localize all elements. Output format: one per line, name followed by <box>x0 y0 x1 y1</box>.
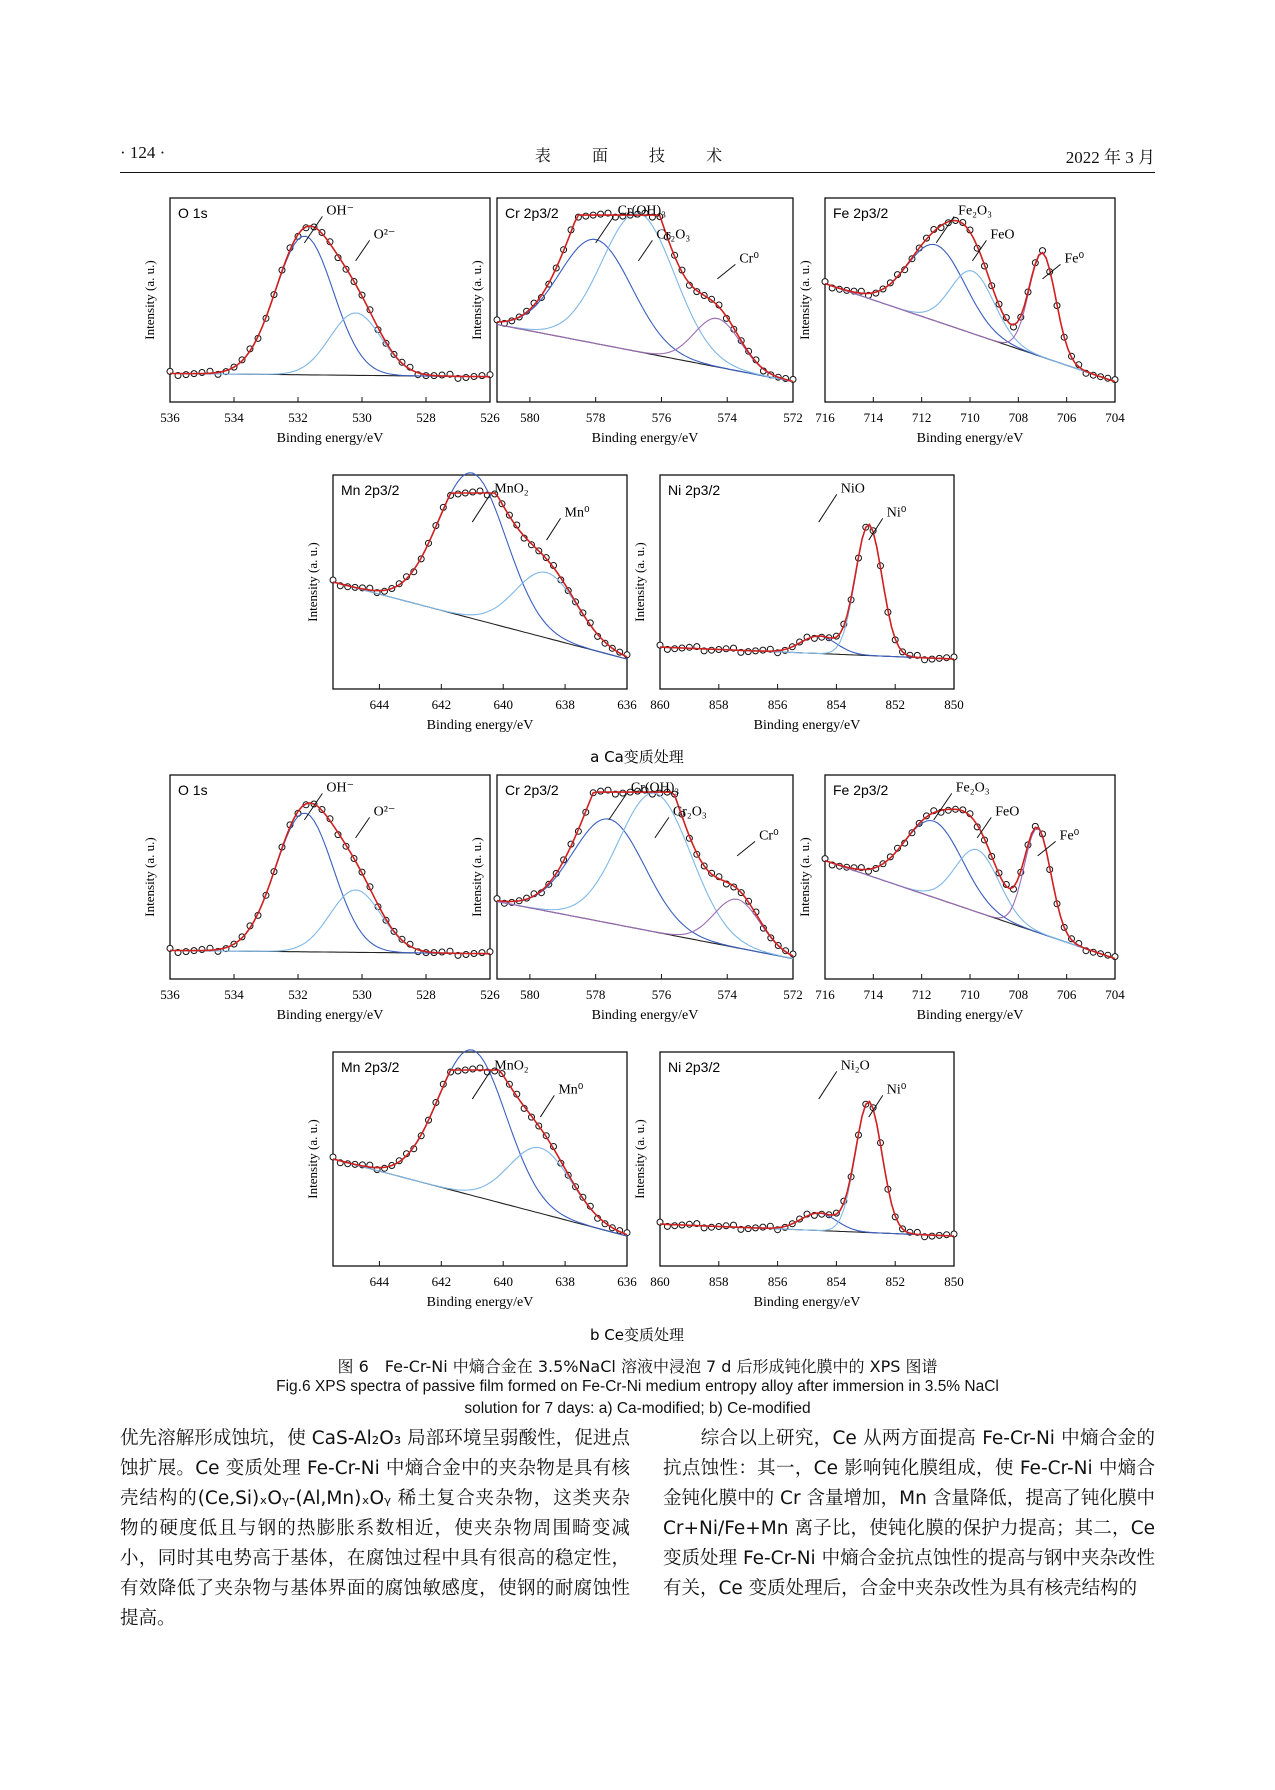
pb-o-xlabel: Binding energy/eV <box>276 1008 384 1023</box>
pb-mn-peak-1: Mn⁰ <box>558 1082 584 1098</box>
pa-o-ticklabel-5: 526 <box>480 410 500 425</box>
pa-o-title: O 1s <box>178 205 208 221</box>
pb-fe-ylabel: Intensity (a. u.) <box>797 837 812 917</box>
pb-mn-datapoint <box>624 1230 630 1236</box>
pa-fe-title: Fe 2p3/2 <box>833 205 889 221</box>
pa-cr-peak-2: Cr⁰ <box>739 251 759 267</box>
pa-cr-arrow-2 <box>717 264 735 278</box>
figure-caption-en-2: solution for 7 days: a) Ca-modified; b) Ce-modified <box>464 1400 811 1417</box>
pa-cr-peak-0: Cr(OH)₃ <box>617 203 667 219</box>
pb-o-title: O 1s <box>178 782 208 798</box>
pa-ni-datapoint <box>723 646 729 652</box>
pa-mn-arrow-1 <box>547 518 561 540</box>
pa-cr-title: Cr 2p3/2 <box>505 205 559 221</box>
pa-ni-arrow-0 <box>819 494 837 522</box>
pb-mn-datapoint <box>455 1068 461 1074</box>
pb-mn-arrow-0 <box>472 1071 490 1099</box>
pa-fe-ticklabel-3: 710 <box>960 410 980 425</box>
figure-caption-en-1: Fig.6 XPS spectra of passive film formed on Fe-Cr-Ni medium entropy alloy after immersion in 3.5% NaCl <box>276 1378 999 1395</box>
pb-o-ticklabel-4: 528 <box>416 987 436 1002</box>
pb-ni-datapoint <box>929 1233 935 1239</box>
pb-ni-ticklabel-0: 860 <box>650 1274 670 1289</box>
body-text-right: 综合以上研究，Ce 从两方面提高 Fe-Cr-Ni 中熵合金的抗点蚀性：其一，Ce 影响钝化膜组成，使 Fe-Cr-Ni 中熵合金钝化膜中的 Cr 含量增加，Mn 含量降低，提高了钝化膜中 Cr+Ni/Fe+Mn 离子比，使钝化膜的保护力提高；其二，Ce 变质处理 Fe-Cr-Ni 中熵合金抗点蚀性的提高与钢中夹杂改性有关，Ce 变质处理后，合金中夹杂改性为具有核壳结构的 <box>663 1428 1155 1599</box>
pb-fe-frame <box>825 775 1115 979</box>
pb-ni-xlabel: Binding energy/eV <box>753 1295 861 1310</box>
pa-ni-fit <box>660 525 954 660</box>
pa-fe-peak-1: FeO <box>990 227 1015 243</box>
pb-mn-ticklabel-4: 636 <box>617 1274 637 1289</box>
pb-mn-ticklabel-2: 640 <box>493 1274 513 1289</box>
pa-mn-ticklabel-0: 644 <box>369 697 390 712</box>
pa-o-ylabel: Intensity (a. u.) <box>142 260 157 340</box>
pb-fe-ticklabel-4: 708 <box>1008 987 1029 1002</box>
pa-cr-ticklabel-2: 576 <box>651 410 672 425</box>
pa-mn-arrow-0 <box>472 494 490 522</box>
pb-o-fit <box>170 803 490 954</box>
pb-mn-peak-0: MnO₂ <box>494 1058 529 1074</box>
pa-cr-ticklabel-3: 574 <box>717 410 737 425</box>
pb-mn-datapoint <box>470 1066 476 1072</box>
pa-fe-ticklabel-0: 716 <box>815 410 835 425</box>
pb-o-ticklabel-5: 526 <box>480 987 500 1002</box>
pa-fe-peak-2: Fe⁰ <box>1064 251 1085 267</box>
pb-cr-arrow-0 <box>609 793 627 819</box>
pa-fe-arrow-1 <box>972 240 986 260</box>
pa-cr-arrow-1 <box>638 240 652 260</box>
pa-mn-component-0 <box>333 473 627 659</box>
pb-ni-datapoint <box>686 1221 692 1227</box>
pa-ni-datapoint <box>686 644 692 650</box>
pa-ni-ylabel: Intensity (a. u.) <box>632 542 647 622</box>
pa-ni-datapoint <box>760 647 766 653</box>
journal-title: 表 面 技 术 <box>534 146 741 165</box>
pb-o-component-0 <box>170 813 490 953</box>
pa-cr-xlabel: Binding energy/eV <box>591 431 699 446</box>
pb-mn-component-0 <box>333 1050 627 1236</box>
pa-mn-ticklabel-3: 638 <box>555 697 575 712</box>
pa-fe-component-1 <box>825 271 1115 382</box>
pb-o-ylabel: Intensity (a. u.) <box>142 837 157 917</box>
pb-cr-ylabel: Intensity (a. u.) <box>469 837 484 917</box>
pb-cr-component-0 <box>497 819 793 959</box>
pb-cr-ticklabel-2: 576 <box>651 987 672 1002</box>
pb-ni-title: Ni 2p3/2 <box>668 1059 721 1075</box>
pb-cr-ticklabel-3: 574 <box>717 987 737 1002</box>
pb-cr-ticklabel-4: 572 <box>783 987 803 1002</box>
pa-mn-ylabel: Intensity (a. u.) <box>305 542 320 622</box>
pa-fe-ylabel: Intensity (a. u.) <box>797 260 812 340</box>
pa-mn-datapoint <box>455 491 461 497</box>
pa-mn-peak-0: MnO₂ <box>494 481 529 497</box>
pb-cr-ticklabel-1: 578 <box>585 987 606 1002</box>
pb-ni-peak-1: Ni⁰ <box>886 1082 907 1098</box>
pb-o-ticklabel-1: 534 <box>224 987 244 1002</box>
pa-o-arrow-1 <box>356 240 370 260</box>
pa-mn-peak-1: Mn⁰ <box>564 505 590 521</box>
pb-o-datapoint <box>463 952 469 958</box>
panel-a-label: a Ca变质处理 <box>590 748 684 766</box>
pa-fe-xlabel: Binding energy/eV <box>916 431 1024 446</box>
pb-cr-datapoint <box>620 790 626 796</box>
pa-cr-ticklabel-0: 580 <box>520 410 540 425</box>
pb-ni-datapoint <box>723 1223 729 1229</box>
pa-o-component-0 <box>170 236 490 376</box>
panel-b-label: b Ce变质处理 <box>590 1326 684 1344</box>
pa-cr-datapoint <box>583 213 589 219</box>
pb-o-datapoint <box>439 949 445 955</box>
pb-cr-xlabel: Binding energy/eV <box>591 1008 699 1023</box>
pa-cr-ticklabel-1: 578 <box>585 410 606 425</box>
pb-fe-title: Fe 2p3/2 <box>833 782 889 798</box>
pa-o-ticklabel-4: 528 <box>416 410 436 425</box>
pa-o-ticklabel-0: 536 <box>160 410 180 425</box>
page-number: · 124 · <box>120 143 166 162</box>
pb-cr-title: Cr 2p3/2 <box>505 782 559 798</box>
pb-cr-component-1 <box>497 793 793 958</box>
pb-cr-peak-2: Cr⁰ <box>759 828 779 844</box>
pa-fe-fit <box>825 221 1115 382</box>
figure-caption-cn: 图 6 Fe-Cr-Ni 中熵合金在 3.5%NaCl 溶液中浸泡 7 d 后形成钝化膜中的 XPS 图谱 <box>337 1357 938 1376</box>
pb-mn-arrow-1 <box>540 1095 554 1117</box>
pb-mn-ticklabel-3: 638 <box>555 1274 575 1289</box>
pb-ni-datapoint <box>944 1232 950 1238</box>
pb-fe-ticklabel-3: 710 <box>960 987 980 1002</box>
pa-o-datapoint <box>183 372 189 378</box>
pb-o-ticklabel-3: 530 <box>352 987 372 1002</box>
pb-cr-ticklabel-0: 580 <box>520 987 540 1002</box>
pb-fe-ticklabel-5: 706 <box>1056 987 1077 1002</box>
pb-o-peak-0: OH⁻ <box>326 780 355 796</box>
pb-cr-frame <box>497 775 793 979</box>
pb-cr-datapoint <box>598 788 604 794</box>
pb-mn-xlabel: Binding energy/eV <box>426 1295 534 1310</box>
pa-o-ticklabel-1: 534 <box>224 410 244 425</box>
pb-ni-ticklabel-2: 856 <box>767 1274 788 1289</box>
pb-ni-ticklabel-1: 858 <box>709 1274 729 1289</box>
pa-fe-peak-0: Fe₂O₃ <box>958 203 993 219</box>
pa-mn-ticklabel-1: 642 <box>431 697 452 712</box>
pa-o-ticklabel-2: 532 <box>288 410 308 425</box>
pb-fe-peak-1: FeO <box>995 804 1020 820</box>
pb-ni-ylabel: Intensity (a. u.) <box>632 1119 647 1199</box>
pb-o-datapoint <box>479 950 485 956</box>
issue-date: 2022 年 3 月 <box>1065 148 1155 167</box>
pa-ni-datapoint <box>929 656 935 662</box>
pb-cr-arrow-2 <box>737 841 755 855</box>
pa-mn-ticklabel-2: 640 <box>493 697 513 712</box>
pa-o-xlabel: Binding energy/eV <box>276 431 384 446</box>
pa-ni-ticklabel-5: 850 <box>944 697 964 712</box>
pa-o-component-1 <box>170 313 490 377</box>
pa-ni-ticklabel-0: 860 <box>650 697 670 712</box>
pb-o-ticklabel-0: 536 <box>160 987 180 1002</box>
pb-o-arrow-1 <box>356 817 370 837</box>
pa-mn-ticklabel-4: 636 <box>617 697 637 712</box>
pb-mn-ylabel: Intensity (a. u.) <box>305 1119 320 1199</box>
pa-cr-ticklabel-4: 572 <box>783 410 803 425</box>
pb-fe-xlabel: Binding energy/eV <box>916 1008 1024 1023</box>
pb-ni-datapoint <box>760 1224 766 1230</box>
pa-o-fit <box>170 226 490 377</box>
pb-cr-component-2 <box>497 899 793 956</box>
pa-fe-component-2 <box>825 253 1115 382</box>
pb-cr-fit <box>497 792 793 956</box>
pb-fe-ticklabel-1: 714 <box>863 987 884 1002</box>
pa-mn-datapoint <box>624 652 630 658</box>
pb-ni-datapoint <box>745 1226 751 1232</box>
pa-mn-datapoint <box>470 489 476 495</box>
pa-fe-ticklabel-2: 712 <box>911 410 932 425</box>
pb-o-datapoint <box>183 949 189 955</box>
pb-fe-ticklabel-6: 704 <box>1105 987 1125 1002</box>
pb-fe-ticklabel-2: 712 <box>911 987 932 1002</box>
pa-ni-datapoint <box>944 655 950 661</box>
pa-ni-ticklabel-2: 856 <box>767 697 788 712</box>
pa-ni-peak-0: NiO <box>840 481 865 497</box>
pa-o-datapoint <box>439 372 445 378</box>
pb-o-component-1 <box>170 890 490 954</box>
pb-ni-ticklabel-5: 850 <box>944 1274 964 1289</box>
pb-o-datapoint <box>199 947 205 953</box>
pb-fe-ticklabel-0: 716 <box>815 987 835 1002</box>
pb-o-ticklabel-2: 532 <box>288 987 308 1002</box>
body-text-left: 优先溶解形成蚀坑，使 CaS-Al₂O₃ 局部环境呈弱酸性，促进点蚀扩展。Ce 变质处理 Fe-Cr-Ni 中熵合金中的夹杂物是具有核壳结构的(Ce,Si)ₓOᵧ-(Al,Mn)ₓOᵧ 稀土复合夹杂物，这类夹杂物的硬度低且与钢的热膨胀系数相近，使夹杂物周围畸变减小，同时其电势高于基体，在腐蚀过程中具有很高的稳定性，有效降低了夹杂物与基体界面的腐蚀敏感度，使钢的耐腐蚀性提高。 <box>120 1428 630 1629</box>
pb-ni-ticklabel-4: 852 <box>885 1274 905 1289</box>
pb-ni-fit <box>660 1102 954 1237</box>
pa-ni-datapoint <box>709 647 715 653</box>
pa-ni-xlabel: Binding energy/eV <box>753 718 861 733</box>
pa-o-datapoint <box>199 370 205 376</box>
pa-fe-ticklabel-6: 704 <box>1105 410 1125 425</box>
pb-ni-peak-0: Ni₂O <box>840 1058 870 1074</box>
pa-mn-xlabel: Binding energy/eV <box>426 718 534 733</box>
pb-cr-arrow-1 <box>655 817 669 837</box>
pb-fe-arrow-0 <box>934 793 952 819</box>
pb-ni-datapoint <box>709 1224 715 1230</box>
pb-cr-peak-0: Cr(OH)₃ <box>630 780 680 796</box>
pa-ni-datapoint <box>745 649 751 655</box>
pa-cr-ylabel: Intensity (a. u.) <box>469 260 484 340</box>
pa-ni-ticklabel-1: 858 <box>709 697 729 712</box>
pa-o-ticklabel-3: 530 <box>352 410 372 425</box>
pb-fe-peak-2: Fe⁰ <box>1059 828 1080 844</box>
pa-o-datapoint <box>479 373 485 379</box>
pb-ni-arrow-0 <box>819 1071 837 1099</box>
pa-o-peak-1: O²⁻ <box>373 227 396 243</box>
pb-mn-component-1 <box>333 1147 627 1234</box>
pa-cr-peak-1: Cr₂O₃ <box>656 227 691 243</box>
pb-o-peak-1: O²⁻ <box>373 804 396 820</box>
pb-cr-peak-1: Cr₂O₃ <box>672 804 707 820</box>
pb-ni-datapoint <box>672 1223 678 1229</box>
pb-ni-ticklabel-3: 854 <box>826 1274 847 1289</box>
pa-fe-ticklabel-5: 706 <box>1056 410 1077 425</box>
pb-mn-ticklabel-0: 644 <box>369 1274 390 1289</box>
pb-fe-peak-0: Fe₂O₃ <box>955 780 990 796</box>
pa-o-datapoint <box>463 375 469 381</box>
pa-cr-arrow-0 <box>596 216 614 242</box>
pa-fe-ticklabel-1: 714 <box>863 410 884 425</box>
pa-o-peak-0: OH⁻ <box>326 203 355 219</box>
pa-fe-ticklabel-4: 708 <box>1008 410 1029 425</box>
pa-cr-datapoint <box>598 211 604 217</box>
pb-mn-ticklabel-1: 642 <box>431 1274 452 1289</box>
pa-ni-peak-1: Ni⁰ <box>886 505 907 521</box>
pa-mn-title: Mn 2p3/2 <box>341 482 400 498</box>
pa-ni-ticklabel-4: 852 <box>885 697 905 712</box>
pa-ni-datapoint <box>672 646 678 652</box>
pb-mn-title: Mn 2p3/2 <box>341 1059 400 1075</box>
pa-ni-title: Ni 2p3/2 <box>668 482 721 498</box>
pa-ni-ticklabel-3: 854 <box>826 697 847 712</box>
